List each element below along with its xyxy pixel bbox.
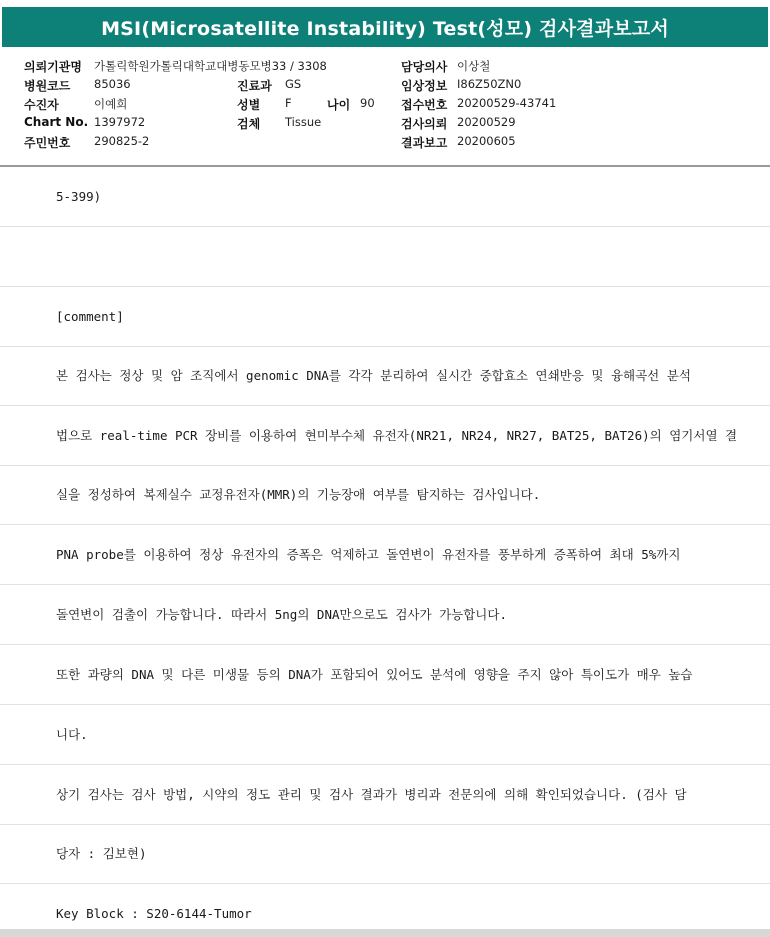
report-body: [0, 167, 770, 929]
value-resident-number: 290825-2: [94, 134, 150, 148]
value-accession-number: 20200529-43741: [457, 96, 557, 110]
label-accession-number: 접수번호: [401, 98, 448, 112]
report-line: [0, 765, 770, 825]
value-age: 90: [360, 96, 375, 110]
label-request-date: 검사의뢰: [401, 117, 448, 131]
report-line: [0, 824, 770, 884]
report-line-text: Key Block : S20-6144-Tumor: [56, 906, 252, 921]
report-line-text: 돌연변이 검출이 가능합니다. 따라서 5ng의 DNA만으로도 검사가 가능합니다.: [56, 607, 507, 622]
value-requesting-institution: 가톨릭학원가톨릭대학교대병동모병33 / 3308: [94, 59, 327, 73]
report-line: [0, 406, 770, 466]
value-department: GS: [285, 77, 302, 91]
label-specimen: 검체: [237, 117, 261, 131]
report-line: [0, 525, 770, 585]
report-line: [0, 884, 770, 929]
report-line-text: [comment]: [56, 309, 124, 324]
patient-info-header: [0, 55, 770, 167]
value-clinical-info: I86Z50ZN0: [457, 77, 522, 91]
report-line-text: 5-399): [56, 189, 102, 204]
label-patient-name: 수진자: [24, 98, 59, 112]
report-line: [0, 227, 770, 287]
report-line: [0, 167, 770, 227]
bottom-scrollbar-track[interactable]: [0, 929, 770, 937]
label-clinical-info: 임상정보: [401, 79, 448, 93]
label-resident-number: 주민번호: [24, 136, 71, 150]
label-chart-no: Chart No.: [24, 115, 89, 129]
report-line-text: PNA probe를 이용하여 정상 유전자의 증폭은 억제하고 돌연변이 유전자를 풍부하게 증폭하여 최대 5%까지: [56, 547, 681, 562]
report-line: [0, 585, 770, 645]
report-line: [0, 346, 770, 406]
report-line: [0, 465, 770, 525]
label-report-date: 결과보고: [401, 136, 448, 150]
report-line: [0, 287, 770, 347]
report-line-text: 실을 정성하여 복제실수 교정유전자(MMR)의 기능장애 여부를 탐지하는 검사입니다.: [56, 487, 541, 502]
label-requesting-institution: 의뢰기관명: [24, 60, 82, 74]
value-sex: F: [285, 96, 292, 110]
value-hospital-code: 85036: [94, 77, 131, 91]
report-line-text: 본 검사는 정상 및 암 조직에서 genomic DNA를 각각 분리하여 실시간 중합효소 연쇄반응 및 융해곡선 분석: [56, 368, 691, 383]
value-request-date: 20200529: [457, 115, 516, 129]
report-line: [0, 705, 770, 765]
label-sex: 성별: [237, 98, 261, 112]
value-patient-name: 이예희: [94, 97, 128, 111]
value-report-date: 20200605: [457, 134, 516, 148]
label-physician: 담당의사: [401, 60, 448, 74]
value-chart-no: 1397972: [94, 115, 146, 129]
report-title-bar: [0, 0, 770, 55]
report-line-text: 또한 과량의 DNA 및 다른 미생물 등의 DNA가 포함되어 있어도 분석에 영향을 주지 않아 특이도가 매우 높습: [56, 667, 693, 682]
report-line-text: 상기 검사는 검사 방법, 시약의 정도 관리 및 검사 결과가 병리과 전문의에 의해 확인되었습니다. (검사 담: [56, 787, 687, 802]
report-line-text: 당자 : 김보현): [56, 846, 147, 861]
report-line-text: 법으로 real-time PCR 장비를 이용하여 현미부수체 유전자(NR21, NR24, NR27, BAT25, BAT26)의 염기서열 결: [56, 428, 738, 443]
report-line: [0, 645, 770, 705]
report-title: MSI(Microsatellite Instability) Test(성모) 검사결과보고서: [2, 7, 768, 47]
label-department: 진료과: [237, 79, 272, 93]
label-hospital-code: 병원코드: [24, 79, 71, 93]
label-age: 나이: [327, 98, 351, 112]
report-line-text: 니다.: [56, 727, 88, 742]
value-physician: 이상철: [457, 59, 491, 73]
value-specimen: Tissue: [285, 115, 322, 129]
